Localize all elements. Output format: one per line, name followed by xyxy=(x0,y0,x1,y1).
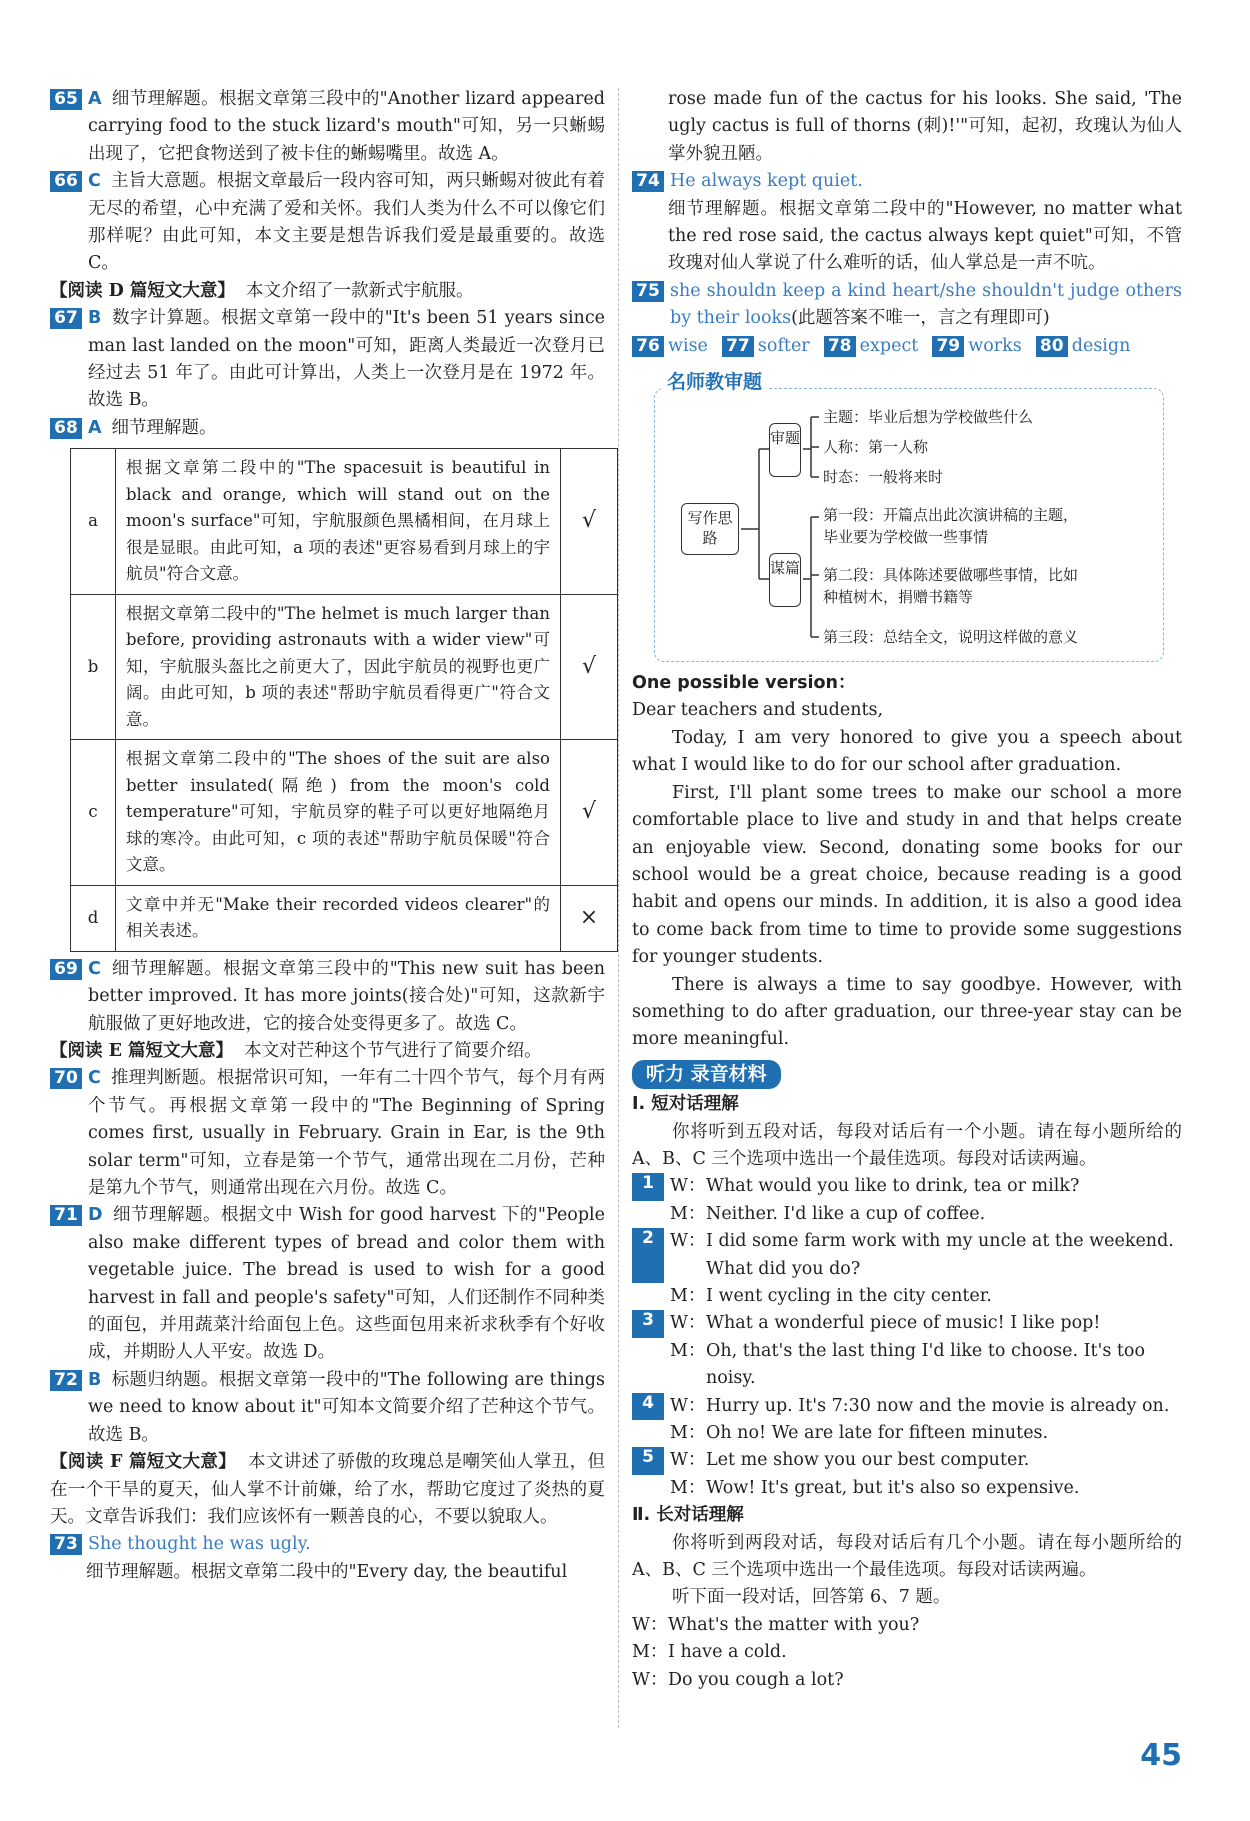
fill-item xyxy=(1036,333,1131,360)
summary-text: 本文讲述了骄傲的玫瑰总是嘲笑仙人掌丑，但在一个干旱的夏天，仙人掌不计前嫌，给了水，帮助它度过了炎热的夏天。文章告诉我们：我们应该怀有一颗善良的心，不要以貌取人。 xyxy=(50,1452,606,1527)
answer-explanation: 推理判断题。根据常识可知，一年有二十四个节气，每个月有两个节气。再根据文章第一段中的"The Beginning of Spring comes first, usually in February. Grain in Ear, is the 9th solar term"可知，立春是第一个节气，通常出现在二月份，芒种是第九个节气，则通常出现在六月份。故选 C。 xyxy=(88,1068,605,1199)
dialog-number: 1 xyxy=(632,1173,664,1200)
reading-d-summary xyxy=(50,278,605,305)
question-number: 79 xyxy=(932,336,964,357)
speaker: W： xyxy=(670,1176,706,1197)
section-1-intro: 你将听到五段对话，每段对话后有一个小题。请在每小题所给的 A、B、C 三个选项中选出一个最佳选项。每段对话读两遍。 xyxy=(632,1121,1182,1169)
section-2-instruction: 听下面一段对话，回答第 6、7 题。 xyxy=(672,1587,951,1608)
speaker: M： xyxy=(670,1203,706,1224)
fill-item xyxy=(632,333,708,360)
right-column xyxy=(632,86,1182,1694)
listening-header: 听力 录音材料 xyxy=(632,1060,781,1089)
answer-73 xyxy=(50,1531,605,1558)
option-letter: c xyxy=(71,740,116,886)
fill-word: softer xyxy=(757,335,810,356)
question-number: 76 xyxy=(632,336,664,357)
question-number: 70 xyxy=(50,1068,82,1089)
dialog-number: 4 xyxy=(632,1393,664,1420)
option-letter: d xyxy=(71,885,116,951)
speaker: M： xyxy=(670,1423,706,1444)
summary-label: 【阅读 D 篇短文大意】 xyxy=(50,280,235,301)
check-mark: √ xyxy=(561,449,618,595)
speaker: W： xyxy=(670,1313,706,1334)
option-analysis: 根据文章第二段中的"The spacesuit is beautiful in black and orange, which will stand out on the moon's surface"可知，宇航服颜色黑橘相间，在月球上很是显眼。由此可知，a 项的表述"更容易看到月球上的宇航员"符合文意。 xyxy=(116,449,561,595)
dialog-line: Oh, that's the last thing I'd like to choose. It's too noisy. xyxy=(706,1340,1145,1389)
option-letter: a xyxy=(71,449,116,595)
answer-letter: B xyxy=(88,1369,102,1390)
dialog-line: What a wonderful piece of music! I like pop! xyxy=(706,1313,1101,1334)
check-mark: √ xyxy=(561,594,618,740)
answer-text: He always kept quiet. xyxy=(670,171,863,192)
dialog-line: Let me show you our best computer. xyxy=(706,1450,1030,1471)
answer-explanation: 细节理解题。根据文章第三段中的"This new suit has been better improved. It has more joints(接合处)"可知，这款新宇航服做了更好地改进，它的接合处变得更多了。故选 C。 xyxy=(88,958,605,1034)
outline-para3: 第三段：总结全文，说明这样做的意义 xyxy=(823,628,1079,647)
speaker: M： xyxy=(632,1642,668,1663)
page-number: 45 xyxy=(1140,1738,1182,1773)
dialog-line: Oh no! We are late for fifteen minutes. xyxy=(706,1423,1049,1444)
answer-explanation: 细节理解题。 xyxy=(111,417,217,438)
summary-label: 【阅读 F 篇短文大意】 xyxy=(50,1452,237,1473)
speaker: W： xyxy=(670,1395,706,1416)
summary-label: 【阅读 E 篇短文大意】 xyxy=(50,1041,234,1061)
question-number: 73 xyxy=(50,1534,82,1555)
option-letter: b xyxy=(71,594,116,740)
answer-69 xyxy=(50,956,605,1038)
option-analysis-table xyxy=(70,448,618,952)
shenti-node: 审题 xyxy=(769,423,801,477)
table-row xyxy=(71,740,618,886)
summary-text: 本文对芒种这个节气进行了简要介绍。 xyxy=(244,1041,542,1061)
table-row xyxy=(71,885,618,951)
answer-letter: C xyxy=(88,958,101,979)
fill-word: works xyxy=(968,335,1022,356)
answer-67 xyxy=(50,305,605,415)
question-number: 68 xyxy=(50,418,82,439)
question-number: 77 xyxy=(722,336,754,357)
outline-person: 人称：第一人称 xyxy=(823,438,929,457)
left-column xyxy=(50,86,605,1586)
essay-paragraph-3: There is always a time to say goodbye. However, with something to do after graduation, our three-year stay can be more meaningful. xyxy=(632,974,1182,1050)
option-analysis: 文章中并无"Make their recorded videos clearer"的相关表述。 xyxy=(116,885,561,951)
speaker: W： xyxy=(632,1669,668,1690)
section-1-title: Ⅰ. 短对话理解 xyxy=(632,1094,739,1115)
question-number: 78 xyxy=(824,336,856,357)
outline-para1-cont: 毕业要为学校做一些事情 xyxy=(823,528,989,547)
question-number: 65 xyxy=(50,89,82,110)
long-dialog-line xyxy=(632,1667,1182,1694)
fill-in-answers xyxy=(632,333,1182,360)
option-analysis: 根据文章第二段中的"The shoes of the suit are also better insulated(隔绝) from the moon's cold temperature"可知，宇航员穿的鞋子可以更好地隔绝月球的寒冷。由此可知，c 项的表述"帮助宇航员保暖"符合文意。 xyxy=(116,740,561,886)
dialog-number: 5 xyxy=(632,1447,664,1474)
fill-word: wise xyxy=(668,335,708,356)
answer-letter: A xyxy=(88,417,102,438)
reading-e-summary xyxy=(50,1038,605,1065)
moupian-node: 谋篇 xyxy=(769,553,801,607)
answer-65 xyxy=(50,86,605,168)
answer-explanation: 细节理解题。根据文章第三段中的"Another lizard appeared carrying food to the stuck lizard's mouth"可知，另一只蜥蜴出现了，它把食物送到了被卡住的蜥蜴嘴里。故选 A。 xyxy=(88,89,605,164)
answer-explanation: 细节理解题。根据文章第二段中的"Every day, the beautiful xyxy=(86,1561,568,1582)
section-2-title: Ⅱ. 长对话理解 xyxy=(632,1505,744,1526)
speaker: W： xyxy=(670,1231,706,1252)
answer-letter: D xyxy=(88,1205,103,1226)
answer-70 xyxy=(50,1065,605,1202)
box-title: 名师教审题 xyxy=(661,369,768,396)
fill-word: design xyxy=(1071,335,1131,356)
fill-item xyxy=(824,333,919,360)
answer-explanation: 数字计算题。根据文章第一段中的"It's been 51 years since man last landed on the moon"可知，距离人类最近一次登月已经过去 51 年了。由此可计算出，人类上一次登月是在 1972 年。故选 B。 xyxy=(88,308,605,411)
check-mark: √ xyxy=(561,740,618,886)
answer-letter: C xyxy=(88,1068,101,1089)
answer-explanation: 细节理解题。根据文章第二段中的"However, no matter what the red rose said, the cactus always kept quiet"可知，不管玫瑰对仙人掌说了什么难听的话，仙人掌总是一声不吭。 xyxy=(668,198,1182,274)
question-number: 75 xyxy=(632,281,664,302)
fill-word: expect xyxy=(859,335,919,356)
answer-text: She thought he was ugly. xyxy=(88,1534,311,1555)
answer-note: (此题答案不唯一，言之有理即可) xyxy=(791,308,1050,329)
answer-letter: A xyxy=(88,89,102,109)
fill-item xyxy=(932,333,1021,360)
speaker: M： xyxy=(670,1286,706,1306)
dialog-line: Wow! It's great, but it's also so expensive. xyxy=(706,1477,1080,1498)
outline-theme: 主题：毕业后想为学校做些什么 xyxy=(823,408,1034,427)
reading-f-summary xyxy=(50,1449,605,1531)
section-2-intro: 你将听到两段对话，每段对话后有几个小题。请在每小题所给的 A、B、C 三个选项中选出一个最佳选项。每段对话读两遍。 xyxy=(632,1532,1182,1581)
question-number: 69 xyxy=(50,959,82,980)
dialog-line: Hurry up. It's 7:30 now and the movie is already on. xyxy=(706,1395,1170,1416)
answer-letter: B xyxy=(88,308,102,329)
dialog-number: 3 xyxy=(632,1310,664,1337)
answer-explanation-continued: rose made fun of the cactus for his looks. She said, 'The ugly cactus is full of thorns (刺)!'"可知，起初，玫瑰认为仙人掌外貌丑陋。 xyxy=(668,89,1182,164)
answer-explanation: 细节理解题。根据文中 Wish for good harvest 下的"People also make different types of bread and color them with vegetable juice. The bread is used to wish for a good harvest in fall and people's safety"可知，人们还制作不同种类的面包，并用蔬菜汁给面包上色。这些面包用来祈求秋季有个好收成，并期盼人人平安。故选 D。 xyxy=(88,1205,605,1363)
essay-greeting: Dear teachers and students, xyxy=(632,700,884,721)
outline-tense: 时态：一般将来时 xyxy=(823,468,944,487)
answer-text: she shouldn keep a kind heart/she shouldn't judge others by their looks xyxy=(670,280,1182,329)
answer-75 xyxy=(632,278,1182,333)
table-row xyxy=(71,594,618,740)
outline-para1: 第一段：开篇点出此次演讲稿的主题， xyxy=(823,506,1079,525)
question-number: 74 xyxy=(632,171,664,192)
writing-outline-box xyxy=(654,371,1164,662)
question-number: 71 xyxy=(50,1205,82,1226)
dialog-line: I went cycling in the city center. xyxy=(706,1286,992,1306)
answer-74 xyxy=(632,168,1182,195)
option-analysis: 根据文章第二段中的"The helmet is much larger than before, providing astronauts with a wider view"可知，宇航服头盔比之前更大了，因此宇航员的视野也更广阔。由此可知，b 项的表述"帮助宇航员看得更广"符合文意。 xyxy=(116,594,561,740)
long-dialog-line xyxy=(632,1612,1182,1639)
dialog-5 xyxy=(632,1447,1182,1502)
speaker: M： xyxy=(670,1477,706,1498)
essay-paragraph-2: First, I'll plant some trees to make our school a more comfortable place to live and study in and that helps create an enjoyable view. Second, donating some books for our school would be a great choice, because reading is a good habit and opens our minds. In addition, it is also a good idea to come back from time to time to provide some suggestions for younger students. xyxy=(632,782,1182,968)
dialog-line: Do you cough a lot? xyxy=(668,1669,844,1690)
answer-71 xyxy=(50,1202,605,1366)
long-dialog-line xyxy=(632,1639,1182,1666)
column-divider xyxy=(618,88,619,1728)
question-number: 67 xyxy=(50,308,82,329)
essay-paragraph-1: Today, I am very honored to give you a speech about what I would like to do for our school after graduation. xyxy=(632,727,1182,776)
essay-label: One possible version： xyxy=(632,673,856,694)
outline-para2-cont: 种植树木，捐赠书籍等 xyxy=(823,588,974,607)
answer-72 xyxy=(50,1367,605,1449)
answer-68 xyxy=(50,415,605,442)
question-number: 72 xyxy=(50,1370,82,1391)
answer-66 xyxy=(50,168,605,278)
speaker: W： xyxy=(670,1450,706,1471)
dialog-line: I did some farm work with my uncle at the weekend. What did you do? xyxy=(706,1231,1174,1279)
dialog-line: Neither. I'd like a cup of coffee. xyxy=(706,1203,986,1224)
question-number: 66 xyxy=(50,171,82,192)
dialog-3 xyxy=(632,1310,1182,1392)
dialog-line: I have a cold. xyxy=(668,1642,787,1663)
dialog-line: What's the matter with you? xyxy=(668,1614,920,1635)
outline-para2: 第二段：具体陈述要做哪些事情，比如 xyxy=(823,566,1079,585)
dialog-4 xyxy=(632,1393,1182,1448)
answer-explanation: 标题归纳题。根据文章第一段中的"The following are things we need to know about it"可知本文简要介绍了芒种这个节气。故选 B。 xyxy=(88,1369,605,1445)
fill-item xyxy=(722,333,810,360)
dialog-1 xyxy=(632,1173,1182,1228)
speaker: M： xyxy=(670,1340,706,1361)
dialog-line: What would you like to drink, tea or milk? xyxy=(706,1176,1080,1197)
speaker: W： xyxy=(632,1614,668,1635)
root-node: 写作思路 xyxy=(681,503,739,555)
answer-explanation: 主旨大意题。根据文章最后一段内容可知，两只蜥蜴对彼此有着无尽的希望，心中充满了爱和关怀。我们人类为什么不可以像它们那样呢？由此可知，本文主要是想告诉我们爱是最重要的。故选 C。 xyxy=(88,171,605,274)
answer-letter: C xyxy=(88,171,101,192)
cross-mark: × xyxy=(561,885,618,951)
table-row xyxy=(71,449,618,595)
dialog-2 xyxy=(632,1228,1182,1310)
summary-text: 本文介绍了一款新式宇航服。 xyxy=(246,280,474,301)
question-number: 80 xyxy=(1036,336,1068,357)
dialog-number: 2 xyxy=(632,1228,664,1283)
